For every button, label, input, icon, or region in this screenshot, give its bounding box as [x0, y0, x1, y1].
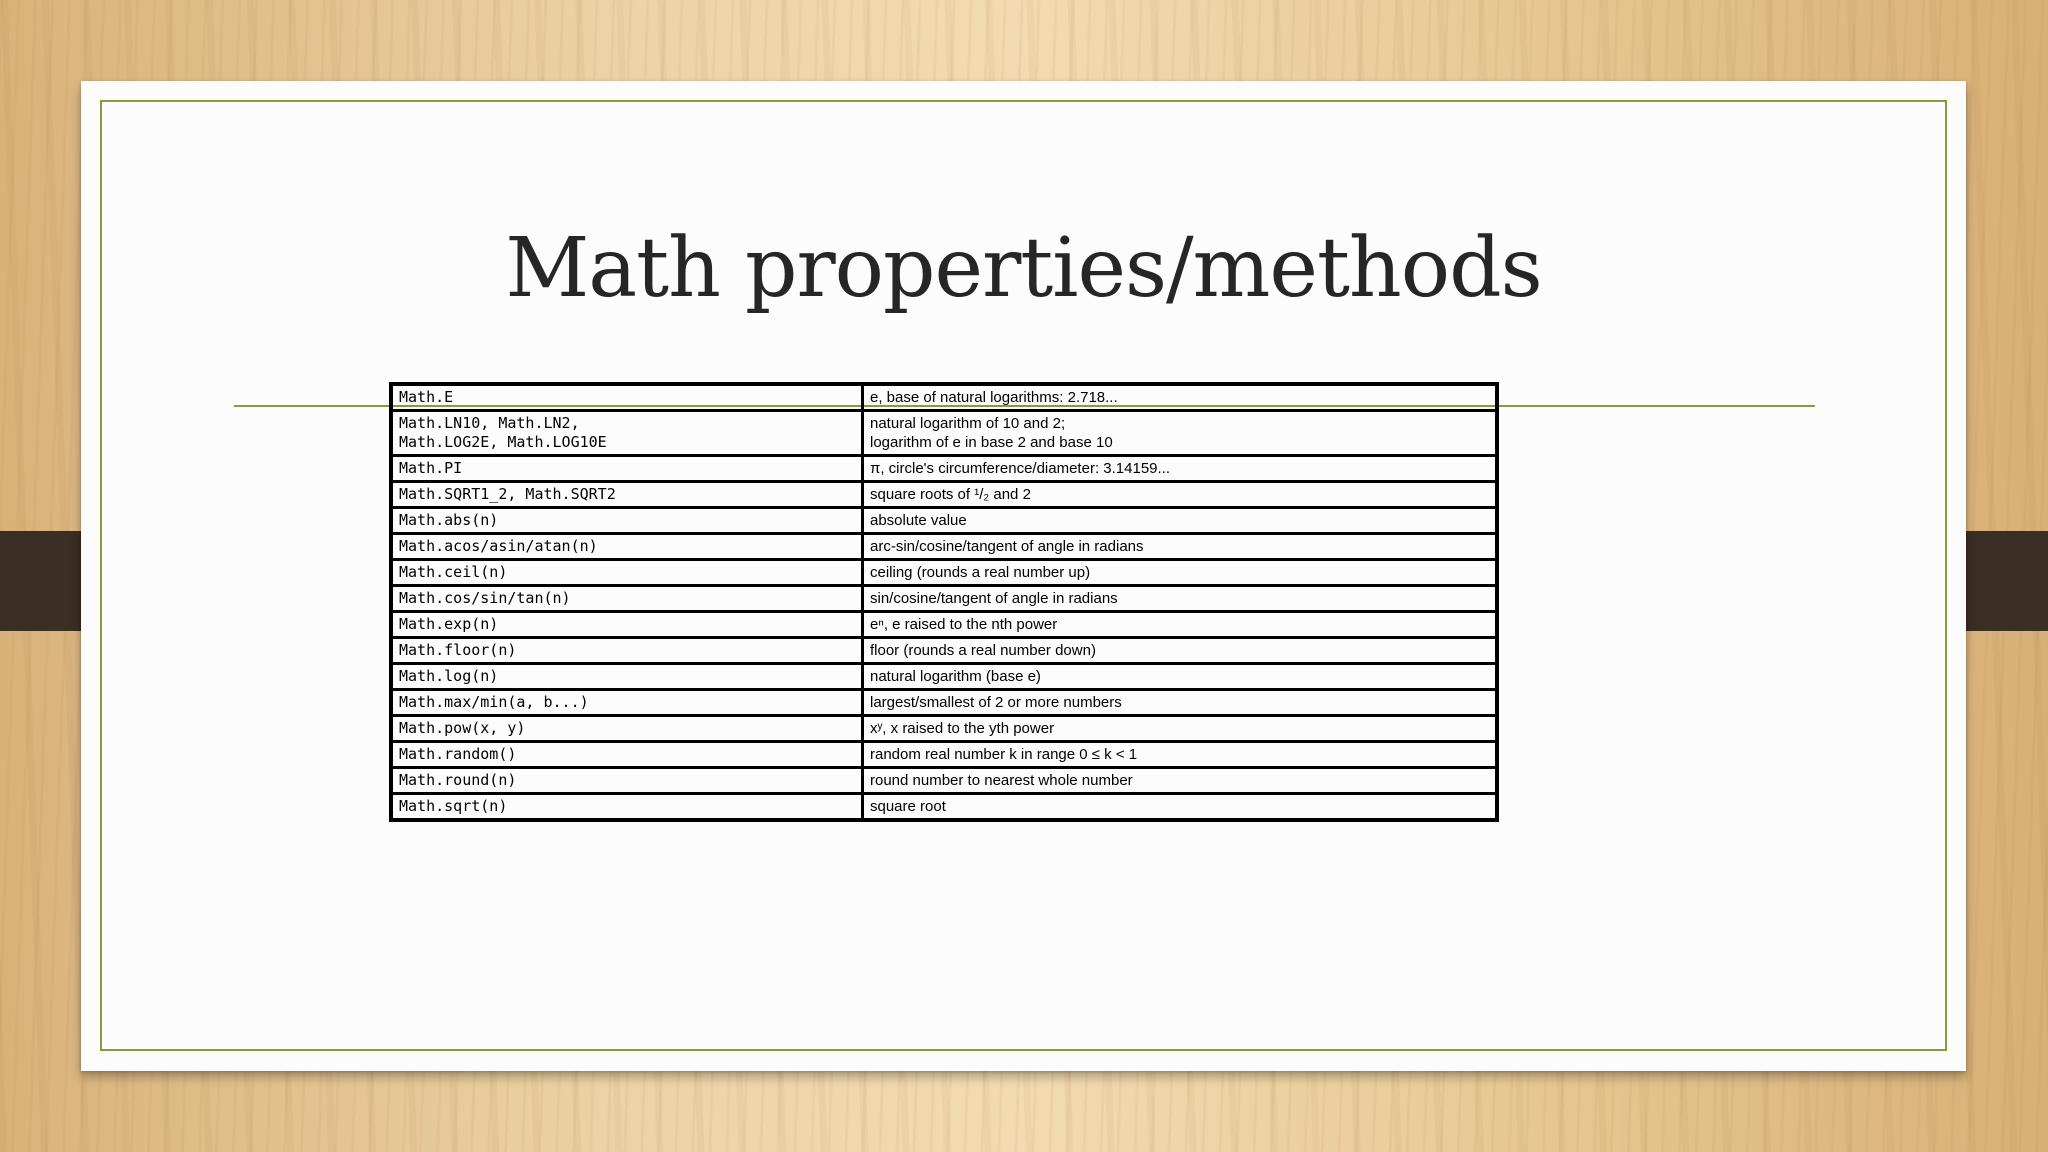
- description-cell: [863, 411, 1498, 456]
- description-cell: floor (rounds a real number down): [863, 638, 1498, 664]
- description-line: natural logarithm of 10 and 2;: [870, 415, 1066, 432]
- code-cell: Math.sqrt(n): [391, 794, 863, 821]
- code-cell: Math.cos/sin/tan(n): [391, 586, 863, 612]
- table-row: [391, 794, 1497, 821]
- description-cell: square root: [863, 794, 1498, 821]
- code-cell: Math.max/min(a, b...): [391, 690, 863, 716]
- code-cell: Math.random(): [391, 742, 863, 768]
- description-cell: ceiling (rounds a real number up): [863, 560, 1498, 586]
- description-cell: absolute value: [863, 508, 1498, 534]
- table-row: [391, 560, 1497, 586]
- code-cell: Math.log(n): [391, 664, 863, 690]
- table-row: [391, 716, 1497, 742]
- math-reference-table: [389, 382, 1499, 822]
- table-row: [391, 664, 1497, 690]
- code-cell: Math.E: [391, 384, 863, 411]
- code-cell: Math.abs(n): [391, 508, 863, 534]
- description-cell: random real number k in range 0 ≤ k < 1: [863, 742, 1498, 768]
- description-cell: e, base of natural logarithms: 2.718...: [863, 384, 1498, 411]
- code-cell: [391, 411, 863, 456]
- description-cell: π, circle's circumference/diameter: 3.14159...: [863, 456, 1498, 482]
- code-cell: Math.pow(x, y): [391, 716, 863, 742]
- table-row: [391, 742, 1497, 768]
- table-row: [391, 768, 1497, 794]
- description-cell: eⁿ, e raised to the nth power: [863, 612, 1498, 638]
- table-row: [391, 482, 1497, 508]
- code-cell: Math.ceil(n): [391, 560, 863, 586]
- table-row: [391, 612, 1497, 638]
- table-row: [391, 456, 1497, 482]
- code-line: Math.LOG2E, Math.LOG10E: [399, 433, 607, 451]
- table-row: [391, 534, 1497, 560]
- table-row: [391, 690, 1497, 716]
- code-cell: Math.exp(n): [391, 612, 863, 638]
- description-cell: xʸ, x raised to the yth power: [863, 716, 1498, 742]
- table-row: [391, 411, 1497, 456]
- description-line: logarithm of e in base 2 and base 10: [870, 434, 1113, 451]
- code-cell: Math.PI: [391, 456, 863, 482]
- code-cell: Math.round(n): [391, 768, 863, 794]
- description-cell: round number to nearest whole number: [863, 768, 1498, 794]
- code-cell: Math.floor(n): [391, 638, 863, 664]
- table-row: [391, 638, 1497, 664]
- slide-title: Math properties/methods: [505, 221, 1542, 316]
- description-cell: natural logarithm (base e): [863, 664, 1498, 690]
- description-cell: square roots of ¹/₂ and 2: [863, 482, 1498, 508]
- description-cell: sin/cosine/tangent of angle in radians: [863, 586, 1498, 612]
- code-line: Math.LN10, Math.LN2,: [399, 414, 580, 432]
- code-cell: Math.SQRT1_2, Math.SQRT2: [391, 482, 863, 508]
- table-row: [391, 508, 1497, 534]
- code-cell: Math.acos/asin/atan(n): [391, 534, 863, 560]
- description-cell: arc-sin/cosine/tangent of angle in radians: [863, 534, 1498, 560]
- table-row: [391, 384, 1497, 411]
- description-cell: largest/smallest of 2 or more numbers: [863, 690, 1498, 716]
- table-row: [391, 586, 1497, 612]
